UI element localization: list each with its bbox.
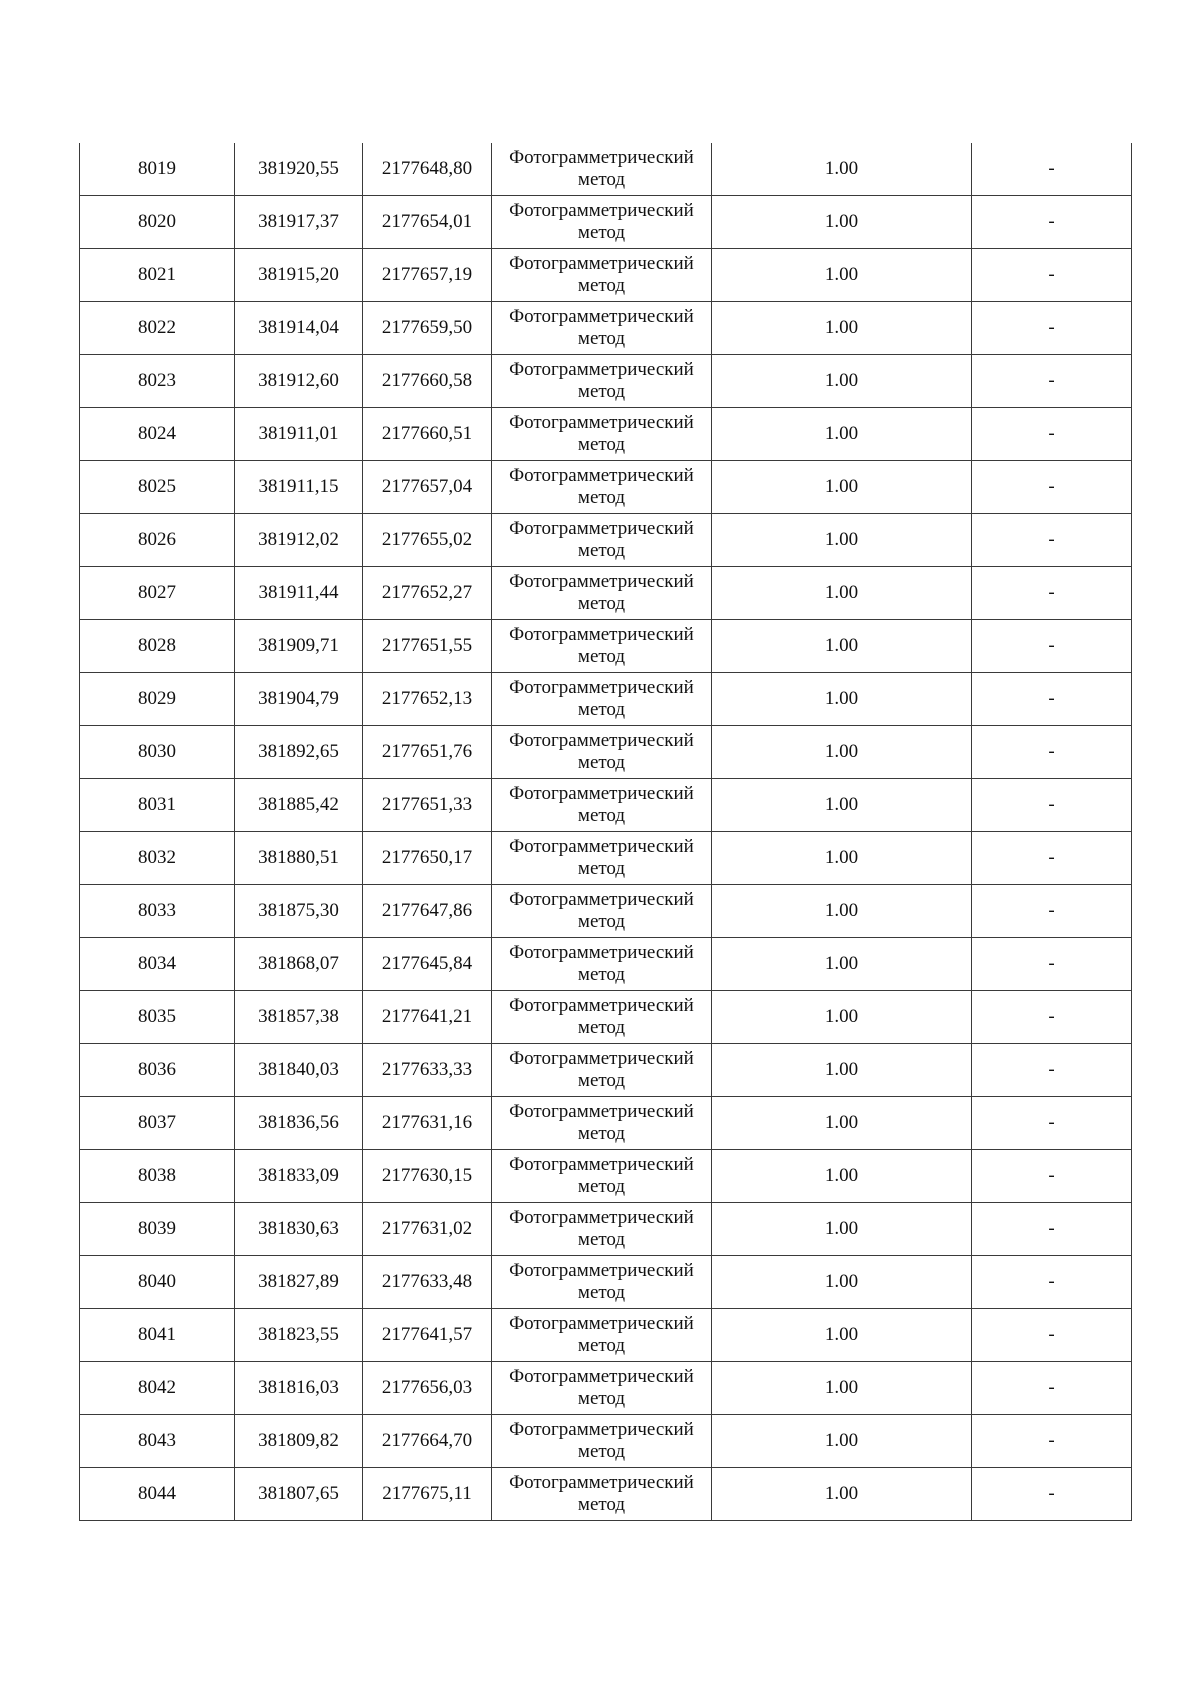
point-number-cell: 8033 [80,885,235,938]
method-text: Фотограмметрический метод [509,730,694,773]
description-cell: - [972,1044,1132,1097]
method-text: Фотограмметрический метод [509,412,694,455]
y-coordinate-cell: 2177651,33 [363,779,492,832]
y-coordinate-cell: 2177633,48 [363,1256,492,1309]
method-cell [492,1468,712,1521]
table-row [80,461,1132,514]
description-cell: - [972,1415,1132,1468]
table-row [80,408,1132,461]
y-coordinate-cell: 2177657,19 [363,249,492,302]
accuracy-cell: 1.00 [712,302,972,355]
method-text: Фотограмметрический метод [509,253,694,296]
x-coordinate-cell: 381833,09 [235,1150,363,1203]
description-cell: - [972,991,1132,1044]
y-coordinate-cell: 2177652,13 [363,673,492,726]
method-cell [492,249,712,302]
accuracy-cell: 1.00 [712,832,972,885]
description-cell: - [972,196,1132,249]
method-text: Фотограмметрический метод [509,995,694,1038]
x-coordinate-cell: 381911,01 [235,408,363,461]
method-cell [492,673,712,726]
method-cell [492,143,712,196]
coordinates-table-body [80,143,1132,1521]
point-number-cell: 8031 [80,779,235,832]
table-row [80,991,1132,1044]
description-cell: - [972,832,1132,885]
method-text: Фотограмметрический метод [509,1154,694,1197]
description-cell: - [972,1256,1132,1309]
accuracy-cell: 1.00 [712,461,972,514]
x-coordinate-cell: 381816,03 [235,1362,363,1415]
method-cell [492,779,712,832]
point-number-cell: 8022 [80,302,235,355]
method-text: Фотограмметрический метод [509,1207,694,1250]
point-number-cell: 8023 [80,355,235,408]
method-cell [492,1150,712,1203]
description-cell: - [972,514,1132,567]
table-row [80,143,1132,196]
method-text: Фотограмметрический метод [509,1419,694,1462]
y-coordinate-cell: 2177652,27 [363,567,492,620]
method-cell [492,302,712,355]
table-row [80,1097,1132,1150]
accuracy-cell: 1.00 [712,143,972,196]
y-coordinate-cell: 2177654,01 [363,196,492,249]
table-row [80,1362,1132,1415]
y-coordinate-cell: 2177675,11 [363,1468,492,1521]
y-coordinate-cell: 2177631,16 [363,1097,492,1150]
table-row [80,832,1132,885]
point-number-cell: 8042 [80,1362,235,1415]
table-row [80,1256,1132,1309]
x-coordinate-cell: 381836,56 [235,1097,363,1150]
accuracy-cell: 1.00 [712,567,972,620]
point-number-cell: 8030 [80,726,235,779]
table-row [80,1203,1132,1256]
method-cell [492,567,712,620]
description-cell: - [972,1468,1132,1521]
accuracy-cell: 1.00 [712,991,972,1044]
description-cell: - [972,885,1132,938]
table-row [80,249,1132,302]
accuracy-cell: 1.00 [712,779,972,832]
y-coordinate-cell: 2177645,84 [363,938,492,991]
point-number-cell: 8024 [80,408,235,461]
x-coordinate-cell: 381857,38 [235,991,363,1044]
method-text: Фотограмметрический метод [509,1366,694,1409]
x-coordinate-cell: 381911,15 [235,461,363,514]
x-coordinate-cell: 381912,02 [235,514,363,567]
x-coordinate-cell: 381909,71 [235,620,363,673]
point-number-cell: 8021 [80,249,235,302]
method-text: Фотограмметрический метод [509,1048,694,1091]
accuracy-cell: 1.00 [712,196,972,249]
y-coordinate-cell: 2177650,17 [363,832,492,885]
table-row [80,620,1132,673]
y-coordinate-cell: 2177631,02 [363,1203,492,1256]
accuracy-cell: 1.00 [712,1309,972,1362]
table-row [80,1150,1132,1203]
method-text: Фотограмметрический метод [509,1260,694,1303]
method-cell [492,1362,712,1415]
x-coordinate-cell: 381892,65 [235,726,363,779]
x-coordinate-cell: 381914,04 [235,302,363,355]
point-number-cell: 8036 [80,1044,235,1097]
accuracy-cell: 1.00 [712,726,972,779]
method-cell [492,991,712,1044]
table-row [80,1415,1132,1468]
x-coordinate-cell: 381917,37 [235,196,363,249]
method-cell [492,1309,712,1362]
method-text: Фотограмметрический метод [509,942,694,985]
point-number-cell: 8025 [80,461,235,514]
point-number-cell: 8043 [80,1415,235,1468]
x-coordinate-cell: 381904,79 [235,673,363,726]
method-cell [492,1256,712,1309]
table-row [80,885,1132,938]
method-text: Фотограмметрический метод [509,889,694,932]
y-coordinate-cell: 2177647,86 [363,885,492,938]
accuracy-cell: 1.00 [712,885,972,938]
method-text: Фотограмметрический метод [509,518,694,561]
accuracy-cell: 1.00 [712,620,972,673]
accuracy-cell: 1.00 [712,938,972,991]
x-coordinate-cell: 381840,03 [235,1044,363,1097]
method-cell [492,514,712,567]
method-text: Фотограмметрический метод [509,1472,694,1515]
description-cell: - [972,938,1132,991]
coordinates-table [79,143,1132,1521]
method-cell [492,620,712,673]
accuracy-cell: 1.00 [712,1256,972,1309]
table-row [80,514,1132,567]
description-cell: - [972,1309,1132,1362]
x-coordinate-cell: 381827,89 [235,1256,363,1309]
point-number-cell: 8027 [80,567,235,620]
description-cell: - [972,726,1132,779]
x-coordinate-cell: 381823,55 [235,1309,363,1362]
y-coordinate-cell: 2177657,04 [363,461,492,514]
y-coordinate-cell: 2177659,50 [363,302,492,355]
x-coordinate-cell: 381885,42 [235,779,363,832]
table-row [80,1309,1132,1362]
x-coordinate-cell: 381807,65 [235,1468,363,1521]
method-cell [492,1044,712,1097]
accuracy-cell: 1.00 [712,1415,972,1468]
point-number-cell: 8034 [80,938,235,991]
x-coordinate-cell: 381915,20 [235,249,363,302]
method-text: Фотограмметрический метод [509,1313,694,1356]
point-number-cell: 8019 [80,143,235,196]
method-cell [492,196,712,249]
x-coordinate-cell: 381868,07 [235,938,363,991]
accuracy-cell: 1.00 [712,249,972,302]
table-row [80,938,1132,991]
point-number-cell: 8035 [80,991,235,1044]
x-coordinate-cell: 381920,55 [235,143,363,196]
method-text: Фотограмметрический метод [509,836,694,879]
table-row [80,779,1132,832]
x-coordinate-cell: 381912,60 [235,355,363,408]
x-coordinate-cell: 381875,30 [235,885,363,938]
y-coordinate-cell: 2177641,57 [363,1309,492,1362]
point-number-cell: 8029 [80,673,235,726]
accuracy-cell: 1.00 [712,1150,972,1203]
point-number-cell: 8032 [80,832,235,885]
x-coordinate-cell: 381830,63 [235,1203,363,1256]
point-number-cell: 8028 [80,620,235,673]
description-cell: - [972,1097,1132,1150]
point-number-cell: 8039 [80,1203,235,1256]
y-coordinate-cell: 2177651,55 [363,620,492,673]
point-number-cell: 8037 [80,1097,235,1150]
method-cell [492,885,712,938]
point-number-cell: 8038 [80,1150,235,1203]
description-cell: - [972,779,1132,832]
method-text: Фотограмметрический метод [509,571,694,614]
description-cell: - [972,1150,1132,1203]
y-coordinate-cell: 2177633,33 [363,1044,492,1097]
method-cell [492,1097,712,1150]
point-number-cell: 8044 [80,1468,235,1521]
description-cell: - [972,1362,1132,1415]
method-cell [492,726,712,779]
y-coordinate-cell: 2177641,21 [363,991,492,1044]
table-row [80,355,1132,408]
description-cell: - [972,143,1132,196]
accuracy-cell: 1.00 [712,1468,972,1521]
description-cell: - [972,249,1132,302]
method-cell [492,461,712,514]
description-cell: - [972,408,1132,461]
table-row [80,1044,1132,1097]
y-coordinate-cell: 2177664,70 [363,1415,492,1468]
description-cell: - [972,620,1132,673]
x-coordinate-cell: 381911,44 [235,567,363,620]
accuracy-cell: 1.00 [712,408,972,461]
point-number-cell: 8040 [80,1256,235,1309]
method-cell [492,1203,712,1256]
method-cell [492,408,712,461]
method-cell [492,832,712,885]
table-row [80,302,1132,355]
y-coordinate-cell: 2177648,80 [363,143,492,196]
table-row [80,1468,1132,1521]
y-coordinate-cell: 2177656,03 [363,1362,492,1415]
method-text: Фотограмметрический метод [509,306,694,349]
accuracy-cell: 1.00 [712,673,972,726]
method-text: Фотограмметрический метод [509,147,694,190]
method-cell [492,355,712,408]
y-coordinate-cell: 2177655,02 [363,514,492,567]
point-number-cell: 8041 [80,1309,235,1362]
description-cell: - [972,461,1132,514]
accuracy-cell: 1.00 [712,355,972,408]
x-coordinate-cell: 381880,51 [235,832,363,885]
method-text: Фотограмметрический метод [509,359,694,402]
description-cell: - [972,673,1132,726]
y-coordinate-cell: 2177651,76 [363,726,492,779]
description-cell: - [972,567,1132,620]
table-row [80,567,1132,620]
accuracy-cell: 1.00 [712,1097,972,1150]
accuracy-cell: 1.00 [712,1203,972,1256]
method-text: Фотограмметрический метод [509,465,694,508]
method-text: Фотограмметрический метод [509,1101,694,1144]
method-cell [492,1415,712,1468]
accuracy-cell: 1.00 [712,1362,972,1415]
description-cell: - [972,302,1132,355]
method-cell [492,938,712,991]
y-coordinate-cell: 2177660,51 [363,408,492,461]
table-row [80,726,1132,779]
point-number-cell: 8026 [80,514,235,567]
y-coordinate-cell: 2177630,15 [363,1150,492,1203]
method-text: Фотограмметрический метод [509,200,694,243]
accuracy-cell: 1.00 [712,1044,972,1097]
accuracy-cell: 1.00 [712,514,972,567]
description-cell: - [972,1203,1132,1256]
method-text: Фотограмметрический метод [509,783,694,826]
table-row [80,673,1132,726]
description-cell: - [972,355,1132,408]
y-coordinate-cell: 2177660,58 [363,355,492,408]
x-coordinate-cell: 381809,82 [235,1415,363,1468]
method-text: Фотограмметрический метод [509,677,694,720]
method-text: Фотограмметрический метод [509,624,694,667]
point-number-cell: 8020 [80,196,235,249]
table-row [80,196,1132,249]
